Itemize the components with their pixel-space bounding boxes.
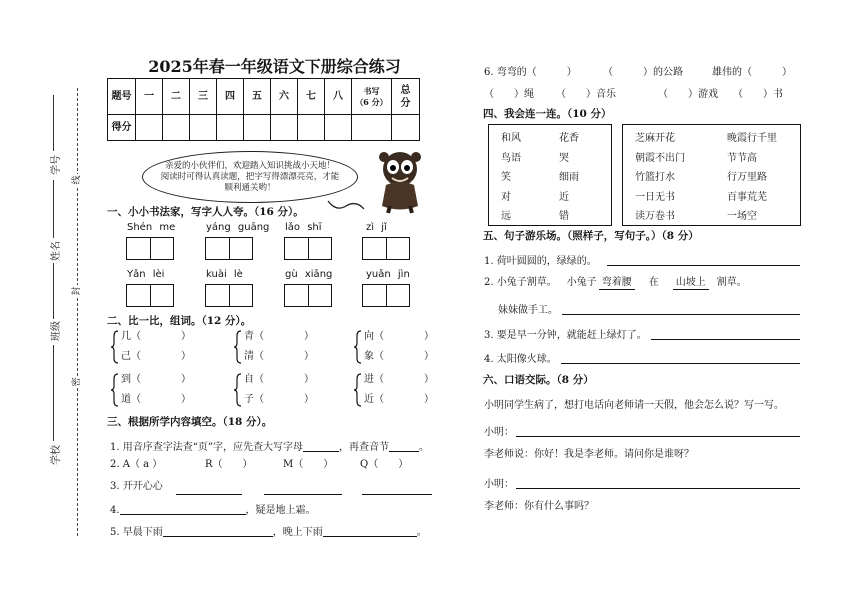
school-write-line[interactable] — [53, 345, 54, 441]
match-right-item[interactable]: 一场空 — [727, 211, 757, 222]
answer-blank[interactable] — [163, 526, 273, 537]
answer-line[interactable] — [562, 304, 800, 315]
answer-blank[interactable] — [362, 482, 432, 495]
seal-mark-line: 线 — [72, 175, 82, 185]
question-text: 1. 荷叶圆圆的，绿绿的。 — [484, 256, 597, 267]
match-left-item[interactable]: 芝麻开花 — [635, 133, 675, 144]
section1-heading: 一、小小书法家，写字人人夸。（16 分）。 — [107, 206, 304, 218]
section4-heading: 四、我会连一连。（10 分） — [483, 108, 612, 120]
example-underlined-word: 弯着腰 — [599, 277, 635, 290]
question-text: 妹妹做手工。 — [498, 305, 558, 316]
answer-blank[interactable] — [120, 504, 246, 515]
score-cell[interactable] — [298, 115, 325, 141]
pinyin-label: zì jǐ — [366, 222, 387, 233]
score-header-2: 二 — [163, 79, 190, 115]
question-3-1 — [110, 439, 429, 454]
match-left-item[interactable]: 远 — [501, 211, 511, 222]
class-write-line[interactable] — [53, 263, 54, 319]
writing-box[interactable] — [362, 284, 410, 307]
example-word: 割草。 — [716, 277, 747, 288]
question-3-5 — [110, 524, 427, 539]
question-text: ，晚上下雨 — [272, 527, 323, 538]
school-label: 学校 — [51, 445, 62, 465]
score-cell[interactable] — [163, 115, 190, 141]
answer-line[interactable] — [561, 353, 800, 364]
score-header-3: 三 — [190, 79, 217, 115]
writing-box[interactable] — [362, 237, 410, 260]
score-header-4: 四 — [217, 79, 244, 115]
writing-box[interactable] — [126, 284, 174, 307]
match-left-item[interactable]: 鸟语 — [501, 153, 521, 164]
example-word: 小兔子 — [566, 277, 597, 288]
question-text: 。 — [418, 442, 429, 453]
pinyin-label: lǎo shī — [285, 222, 322, 233]
name-write-line[interactable] — [53, 180, 54, 238]
answer-blank[interactable] — [323, 526, 417, 537]
score-cell-writing[interactable] — [352, 115, 392, 141]
example-word: 在 — [648, 277, 659, 288]
compare-word: 到（ ） — [121, 374, 191, 385]
pinyin-label: kuài lè — [206, 269, 243, 280]
section5-heading: 五、句子游乐场。（照样子，写句子。）（8 分） — [483, 230, 699, 242]
answer-blank[interactable] — [176, 482, 242, 495]
compare-word: 几（ ） — [121, 331, 191, 342]
answer-blank[interactable] — [303, 441, 339, 452]
letter-case-item: R（ ） — [205, 459, 253, 470]
section6-heading: 六、口语交际。（8 分） — [483, 374, 594, 386]
match-right-item[interactable]: 晚霞行千里 — [727, 133, 777, 144]
question-text: 3. 要是早一分钟，就能赶上绿灯了。 — [484, 330, 647, 341]
match-right-item[interactable]: 哭 — [559, 153, 569, 164]
match-left-item[interactable]: 读万卷书 — [635, 211, 675, 222]
score-header-7: 七 — [298, 79, 325, 115]
brace-icon — [354, 373, 363, 407]
match-right-item[interactable]: 细雨 — [559, 172, 579, 183]
dialogue-speaker: 小明： — [484, 427, 514, 438]
match-right-item[interactable]: 错 — [559, 211, 569, 222]
question-3-4 — [110, 502, 316, 517]
score-cell[interactable] — [325, 115, 352, 141]
seal-dashed-line — [77, 88, 78, 536]
phrase-fill-item: （ ）绳 — [484, 89, 534, 100]
question-3-3: 3. 开开心心 — [110, 481, 163, 492]
writing-box[interactable] — [284, 237, 332, 260]
match-right-item[interactable]: 近 — [559, 192, 569, 203]
phrase-fill-item: 雄伟的（ ） — [712, 67, 792, 78]
brace-icon — [234, 373, 243, 407]
match-right-item[interactable]: 节节高 — [727, 153, 757, 164]
pinyin-label: yuǎn jìn — [366, 269, 410, 280]
score-cell[interactable] — [136, 115, 163, 141]
question-5-2 — [484, 277, 747, 290]
compare-word: 己（ ） — [121, 351, 191, 362]
writing-box[interactable] — [205, 237, 253, 260]
score-header-question-no: 题号 — [108, 79, 136, 115]
pinyin-label: Yǎn lèi — [127, 269, 165, 280]
question-text: 5. 早晨下雨 — [110, 527, 163, 538]
score-cell[interactable] — [271, 115, 298, 141]
pinyin-label: yáng guāng — [206, 222, 270, 233]
compare-word: 道（ ） — [121, 394, 191, 405]
compare-word: 青（ ） — [244, 331, 314, 342]
brace-icon — [111, 373, 120, 407]
score-header-1: 一 — [136, 79, 163, 115]
answer-blank[interactable] — [389, 441, 419, 452]
student-number-label: 学号 — [51, 155, 62, 175]
score-header-8: 八 — [325, 79, 352, 115]
compare-word: 进（ ） — [364, 374, 434, 385]
dialogue-line: 李老师：你有什么事吗？ — [484, 501, 594, 512]
question-text: 4. 太阳像火球。 — [484, 354, 557, 365]
cartoon-character — [376, 148, 424, 214]
score-cell-total[interactable] — [392, 115, 420, 141]
brace-icon — [354, 330, 363, 364]
answer-blank[interactable] — [264, 482, 342, 495]
writing-box[interactable] — [284, 284, 332, 307]
greeting-speech-bubble — [142, 151, 358, 203]
match-box-proverbs — [622, 124, 801, 226]
section2-heading: 二、比一比，组词。（12 分）。 — [107, 315, 252, 327]
example-underlined-word: 山坡上 — [673, 277, 709, 290]
question-5-3 — [484, 327, 800, 342]
match-left-item[interactable]: 一日无书 — [635, 192, 675, 203]
speech-bubble-tail — [326, 198, 366, 214]
match-left-item[interactable]: 和风 — [501, 133, 521, 144]
total-label: 总分 — [400, 84, 411, 109]
phrase-fill-item: （ ）音乐 — [556, 89, 616, 100]
greeting-line: 顺利通关哟！ — [224, 182, 276, 193]
writing-box[interactable] — [205, 284, 253, 307]
greeting-line: 阅读时可得认真读题，把字写得漂漂亮亮，才能 — [160, 171, 340, 182]
phrase-fill-item: （ ）书 — [733, 89, 783, 100]
score-cell[interactable] — [244, 115, 271, 141]
class-label: 班级 — [51, 321, 62, 341]
section3-heading: 三、根据所学内容填空。（18 分）。 — [107, 416, 273, 428]
question-number: 4. — [110, 505, 120, 516]
score-header-writing — [352, 79, 392, 115]
pinyin-label: Shén me — [127, 222, 176, 233]
compare-word: 自（ ） — [244, 374, 314, 385]
score-cell[interactable] — [217, 115, 244, 141]
match-left-item[interactable]: 竹篮打水 — [635, 172, 675, 183]
phrase-fill-item: （ ）游戏 — [658, 89, 718, 100]
compare-word: 清（ ） — [244, 351, 314, 362]
score-table — [107, 78, 420, 141]
writing-box[interactable] — [126, 237, 174, 260]
match-left-item[interactable]: 朝霞不出门 — [635, 153, 685, 164]
match-right-item[interactable]: 行万里路 — [727, 172, 767, 183]
score-row-label: 得分 — [108, 115, 136, 141]
oral-prompt: 小明同学生病了，想打电话向老师请一天假，他会怎么说？写一写。 — [484, 400, 784, 411]
match-left-item[interactable]: 笑 — [501, 172, 511, 183]
question-5-2-task — [498, 302, 800, 317]
score-cell[interactable] — [190, 115, 217, 141]
dialogue-line: 李老师说：你好！我是李老师。请问你是谁呀？ — [484, 449, 694, 460]
letter-case-item: 2. A（ a ） — [110, 459, 163, 470]
compare-word: 子（ ） — [244, 394, 314, 405]
seal-mark-secret: 密 — [72, 377, 82, 387]
match-right-item[interactable]: 花香 — [559, 133, 579, 144]
score-header-6: 六 — [271, 79, 298, 115]
compare-word: 向（ ） — [364, 331, 434, 342]
question-text: ，再查音节 — [338, 442, 389, 453]
compare-word: 近（ ） — [364, 394, 434, 405]
question-text: 2. 小兔子割草。 — [484, 277, 557, 288]
dialogue-line — [484, 476, 800, 491]
score-header-total — [392, 79, 420, 115]
phrase-fill-item: 6. 弯弯的（ ） — [484, 67, 577, 78]
page-title: 2025年春一年级语文下册综合练习 — [148, 57, 401, 76]
answer-line[interactable] — [607, 255, 800, 266]
writing-label: 书写 — [363, 85, 380, 96]
seal-mark-seal: 封 — [72, 286, 82, 296]
compare-word: 象（ ） — [364, 351, 434, 362]
brace-icon — [234, 330, 243, 364]
dialogue-line — [484, 424, 800, 439]
match-box-words — [488, 124, 612, 226]
brace-icon — [111, 330, 120, 364]
answer-line[interactable] — [516, 426, 800, 437]
question-5-4 — [484, 351, 800, 366]
student-number-write-line[interactable] — [53, 95, 54, 151]
question-text: 1. 用音序查字法查“页”字，应先查大写字母 — [110, 442, 303, 453]
pinyin-label: gù xiāng — [285, 269, 333, 280]
letter-case-item: M（ ） — [283, 459, 334, 470]
match-left-item[interactable]: 对 — [501, 192, 511, 203]
dialogue-speaker: 小明： — [484, 479, 514, 490]
score-header-5: 五 — [244, 79, 271, 115]
question-text: 。 — [416, 527, 427, 538]
answer-line[interactable] — [516, 478, 800, 489]
phrase-fill-item: （ ）的公路 — [603, 67, 683, 78]
answer-line[interactable] — [651, 329, 800, 340]
question-5-1 — [484, 253, 800, 268]
question-text: ，疑是地上霜。 — [245, 505, 316, 516]
greeting-line: 亲爱的小伙伴们，欢迎踏入知识挑战小天地！ — [164, 160, 335, 171]
match-right-item[interactable]: 百事荒芜 — [727, 192, 767, 203]
letter-case-item: Q（ ） — [360, 459, 409, 470]
name-label: 姓名 — [51, 241, 62, 261]
writing-points: （6 分） — [355, 96, 388, 107]
